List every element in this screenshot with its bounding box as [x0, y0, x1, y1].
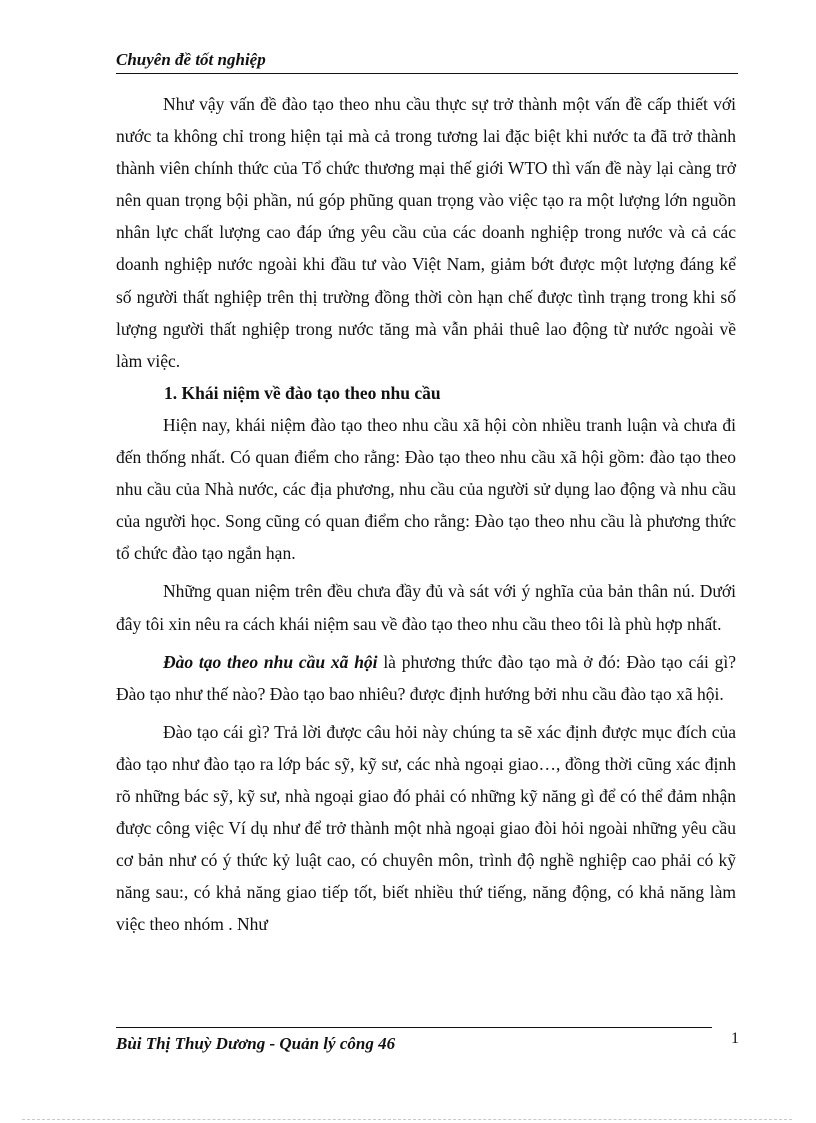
page-header — [116, 49, 738, 74]
page-break-line — [22, 1119, 792, 1120]
definition-text: là phương thức đào tạo mà ở đó: Đào tạo cái gì? Đào tạo như thế nào? Đào tạo bao nhiêu? được định hướng bởi nhu cầu đào tạo xã hội. — [116, 651, 737, 704]
paragraph-opinion: Những quan niệm trên đều chưa đầy đủ và sát với ý nghĩa của bản thân nú. Dưới đây tôi xin nêu ra cách khái niệm sau về đào tạo theo nhu cầu theo tôi là phù hợp nhất. — [116, 581, 736, 634]
section-heading: 1. Khái niệm về đào tạo theo nhu cầu — [164, 382, 441, 403]
defined-term: Đào tạo theo nhu cầu xã hội — [163, 651, 378, 672]
page-number: 1 — [731, 1030, 739, 1047]
footer-divider — [116, 1027, 712, 1028]
header-title: Chuyên đề tốt nghiệp — [116, 50, 266, 69]
paragraph-what-to-train: Đào tạo cái gì? Trả lời được câu hỏi này chúng ta sẽ xác định được mục đích của đào tạo như đào tạo ra lớp bác sỹ, kỹ sư, các nhà ngoại giao…, đồng thời cũng xác định rõ những bác sỹ, kỹ sư, nhà ngoại giao đó phải có những kỹ năng gì để có thể đảm nhận được công việc Ví dụ như để trở thành một nhà ngoại giao đòi hỏi ngoài những yêu cầu cơ bản như có ý thức kỷ luật cao, có chuyên môn, trình độ nghề nghiệp cao phải có kỹ năng sau:, có khả năng giao tiếp tốt, biết nhiều thứ tiếng, năng động, có khả năng làm việc theo nhóm . Như — [116, 721, 736, 935]
document-body — [116, 88, 736, 940]
footer-author: Bùi Thị Thuỳ Dương - Quản lý công 46 — [116, 1034, 396, 1053]
paragraph-intro: Như vậy vấn đề đào tạo theo nhu cầu thực sự trở thành một vấn đề cấp thiết với nước ta không chỉ trong hiện tại mà cả trong tương lai đặc biệt khi nước ta đã trở thành thành viên chính thức của Tổ chức thương mại thế giới WTO thì vấn đề này lại càng trở nên quan trọng bội phần, nú góp phũng quan trọng vào việc tạo ra một lượng lớn nguồn nhân lực chất lượng cao đáp ứng yêu cầu của các doanh nghiệp trong nước và cả các doanh nghiệp nước ngoài khi đầu tư vào Việt Nam, giảm bớt được một lượng đáng kể số người thất nghiệp trên thị trường đồng thời còn hạn chế được tình trạng trong khi số lượng người thất nghiệp trong nước tăng mà vẫn phải thuê lao động từ nước ngoài về làm việc. — [116, 94, 736, 371]
paragraph-definition-debate: Hiện nay, khái niệm đào tạo theo nhu cầu xã hội còn nhiều tranh luận và chưa đi đến thống nhất. Có quan điểm cho rằng: Đào tạo theo nhu cầu xã hội gồm: đào tạo theo nhu cầu của Nhà nước, các địa phương, nhu cầu của người sử dụng lao động và nhu cầu của người học. Song cũng có quan điểm cho rằng: Đào tạo theo nhu cầu là phương thức tổ chức đào tạo ngắn hạn. — [116, 414, 736, 564]
paragraph-definition — [116, 646, 736, 710]
